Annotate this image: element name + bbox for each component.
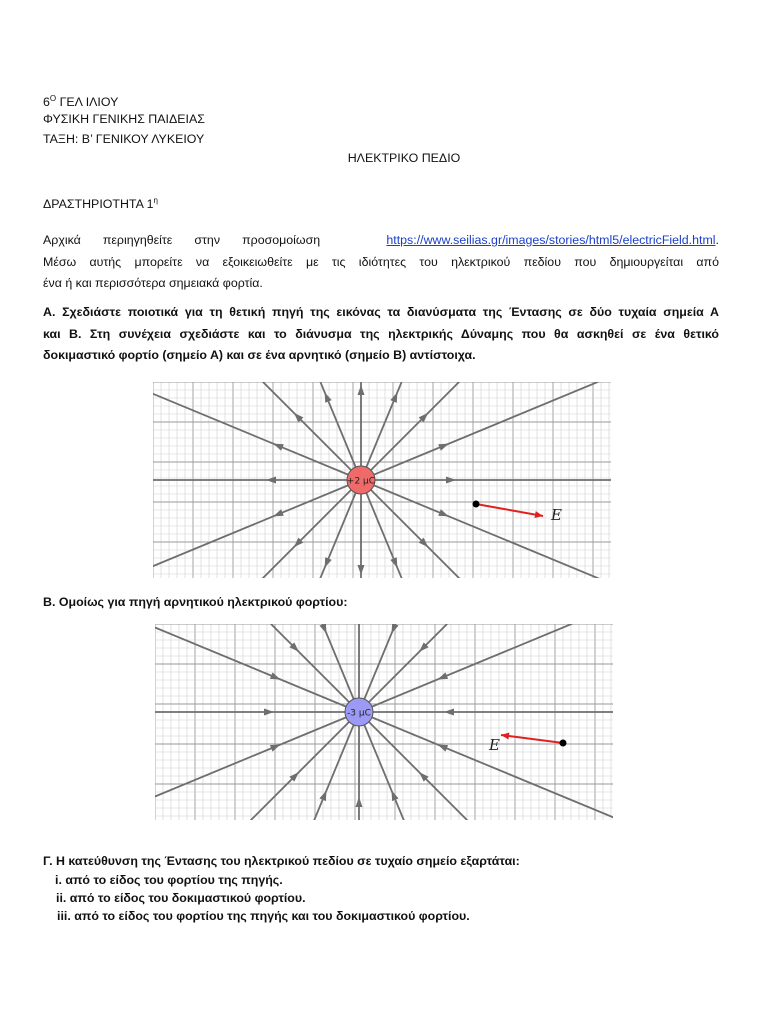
intro-line-3: ένα ή και περισσότερα σημειακά φορτία. [43,276,263,290]
field-line [361,382,611,480]
field-arrow [390,392,397,403]
field-line [361,480,611,578]
school-name: $6^O$ ΓΕΛ ΙΛΙΟΥ [43,94,119,110]
field-arrow [325,392,332,403]
field-line [359,624,613,712]
activity-heading: ΔΡΑΣΤΗΡΙΟΤΗΤΑ $1^\eta$ [43,196,158,212]
simulation-link[interactable]: https://www.seilias.gr/images/stories/html5/electricField.html [386,233,716,247]
vector-label: E [551,506,562,524]
field-arrow [273,444,284,451]
field-arrow [444,709,454,716]
option-i[interactable]: i. από το είδος του φορτίου της πηγής. [55,873,283,887]
field-line [359,624,613,712]
part-a-paragraph [43,302,719,367]
field-line [359,624,613,712]
field-arrow [438,444,449,451]
part-a-line-2: και Β. Στη συνέχεια σχεδιάστε και το διάνυσμα της ηλεκτρικής Δύναμης που θα ασκηθεί σε ένα θετικό [43,326,719,341]
vector-label: E [489,736,500,754]
option-iii[interactable]: iii. από το είδος του φορτίου της πηγής και του δοκιμαστικού φορτίου. [57,909,470,923]
charge-label: +2 μC [346,476,376,487]
part-a-line-3: δοκιμαστικό φορτίο (σημείο Α) και σε ένα αρνητικό (σημείο Β) αντίστοιχα. [43,348,476,362]
field-arrow [356,624,363,627]
class-line: ΤΑΞΗ: Β’ ΓΕΝΙΚΟΥ ΛΥΚΕΙΟΥ [43,132,205,146]
field-lines [153,382,611,578]
intro-line-2: Μέσω αυτής μπορείτε να εξοικειωθείτε με τις ιδιότητες του ηλεκτρικού πεδίου που δημιουργείται από [43,254,719,269]
option-ii[interactable]: ii. από το είδος του δοκιμαστικού φορτίου. [56,891,306,905]
test-point [560,740,567,747]
part-b-paragraph: Β. Ομοίως για πηγή αρνητικού ηλεκτρικού φορτίου: [43,595,348,609]
field-arrow [438,509,449,516]
page-title: ΗΛΕΚΤΡΙΚΟ ΠΕΔΙΟ [347,151,461,165]
field-arrow [273,509,284,516]
intro-line-1: Αρχικά περιηγηθείτε στην προσομοίωση https://www.seilias.gr/images/stories/html5/electricField.html. [43,233,719,247]
field-arrow [264,708,274,715]
part-c-options [55,871,470,925]
part-c-question: Γ. Η κατεύθυνση της Έντασης του ηλεκτρικού πεδίου σε τυχαίο σημείο εξαρτάται: [43,854,520,868]
negative-charge-field-figure [155,624,613,820]
test-point [473,501,480,508]
charge-label: -3 μC [347,708,371,719]
field-arrow [446,477,456,484]
part-a-line-1: Α. Σχεδιάστε ποιοτικά για τη θετική πηγή της εικόνας τα διανύσματα της Έντασης σε δύο τυχαία σημεία Α [43,305,719,319]
field-arrow [266,476,276,483]
positive-charge-field-figure [153,382,611,578]
field-arrow [355,797,362,807]
field-arrow [357,565,364,575]
e-vector-head [535,511,543,518]
field-lines [155,624,613,820]
intro-paragraph [43,230,719,295]
subject-line: ΦΥΣΙΚΗ ΓΕΝΙΚΗΣ ΠΑΙΔΕΙΑΣ [43,112,205,126]
